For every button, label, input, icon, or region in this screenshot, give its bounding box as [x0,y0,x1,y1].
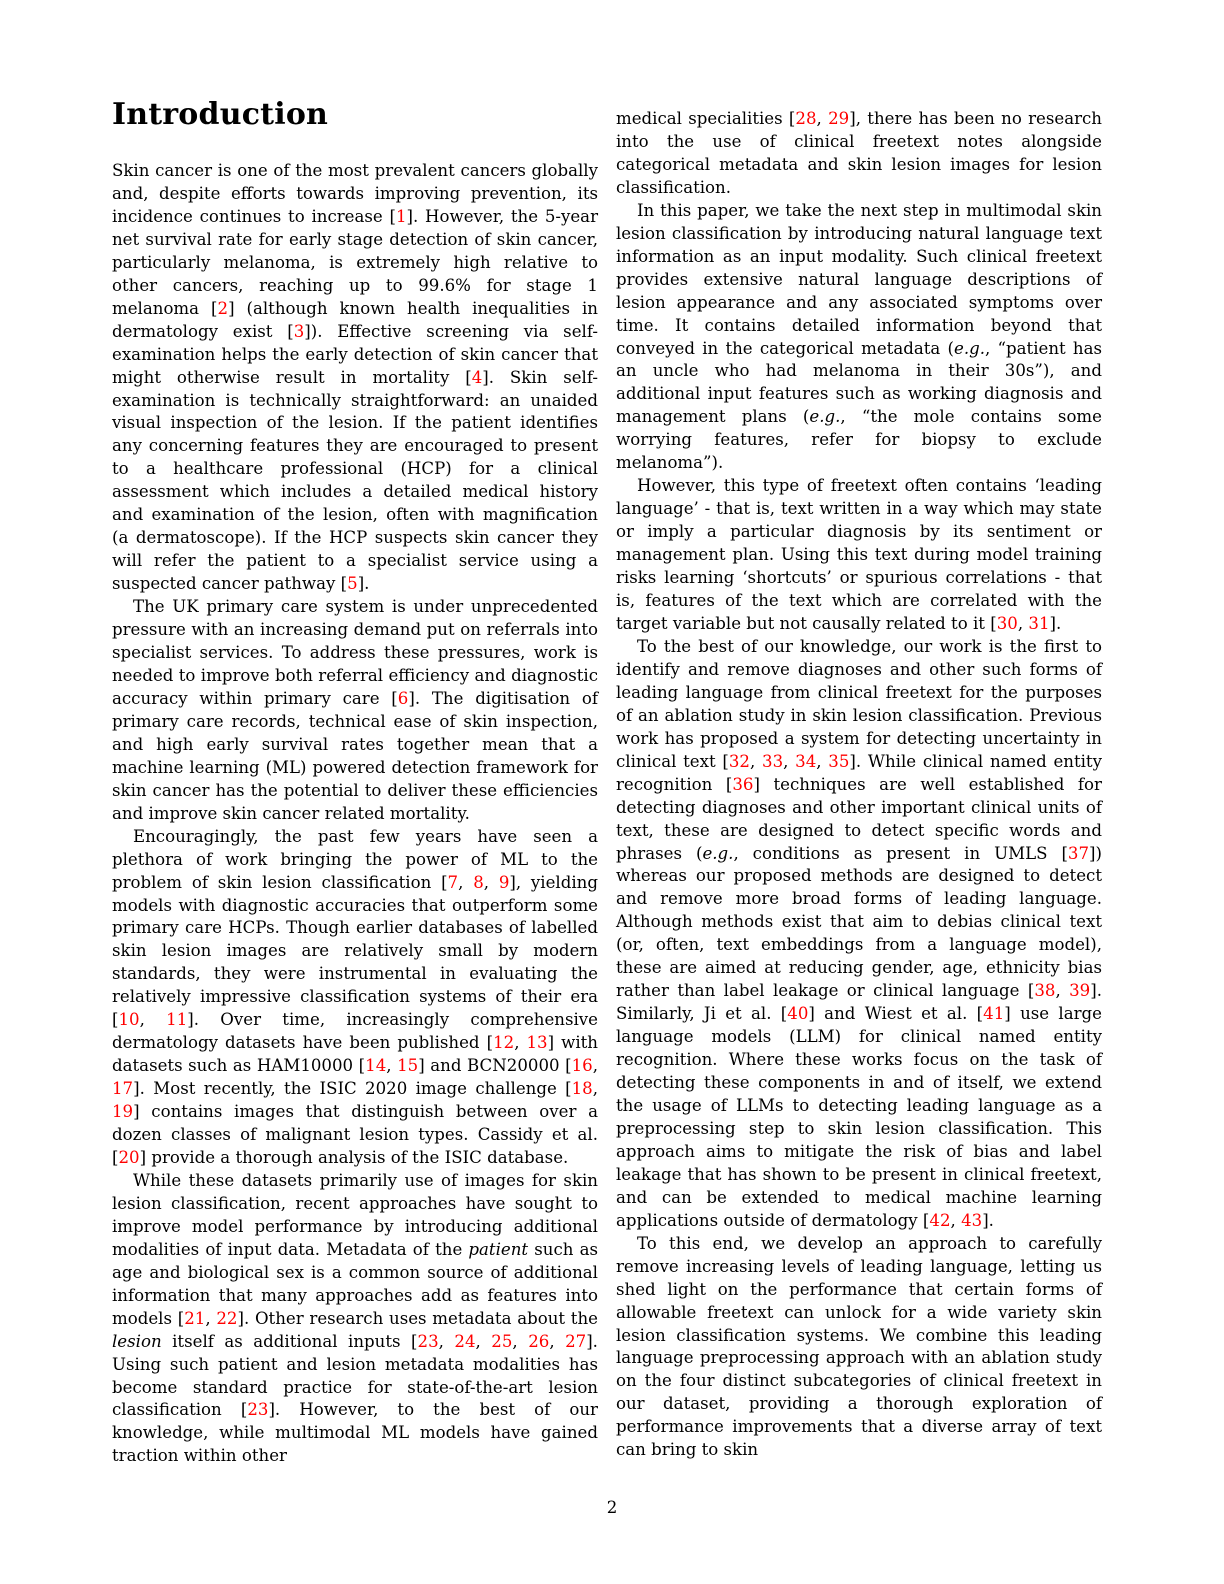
citation-link[interactable]: 12 [493,1033,515,1053]
citation-link[interactable]: 11 [166,1010,188,1030]
citation-link[interactable]: 20 [118,1147,140,1167]
paragraph: In this paper, we take the next step in multimodal skin lesion classification by introducing natural language text information as an input modality. Such clinical freetext provides extensive natural language descriptions of lesion appearance and any associated symptoms over time. It contains detailed information beyond that conveyed in the categorical metadata (e.g., “patient has an uncle who had melanoma in their 30s”), and additional input features such as working diagnosis and management plans (e.g., “the mole contains some worrying features, refer for biopsy to exclude melanoma”). [616,200,1103,473]
citation-link[interactable]: 33 [762,751,784,771]
two-column-body [112,108,1102,1478]
citation-link[interactable]: 5 [347,574,358,594]
citation-link[interactable]: 22 [216,1308,238,1328]
emphasis-text: e.g. [702,843,734,863]
citation-link[interactable]: 42 [929,1210,951,1230]
citation-link[interactable]: 23 [247,1400,269,1420]
citation-link[interactable]: 28 [795,109,817,128]
citation-link[interactable]: 38 [1034,981,1056,1001]
citation-link[interactable]: 17 [112,1079,134,1099]
citation-link[interactable]: 25 [491,1331,513,1351]
citation-link[interactable]: 26 [528,1331,550,1351]
citation-link[interactable]: 40 [787,1004,809,1024]
citation-link[interactable]: 39 [1069,981,1091,1001]
citation-link[interactable]: 1 [395,206,407,226]
paragraph: However, this type of freetext often contains ‘leading language’ - that is, text written in a way which may state or imply a particular diagnosis by its sentiment or management plan. Using this text during model training risks learning ‘shortcuts’ or spurious correlations - that is, features of the text which are correlated with the target variable but not causally related to it [30, 31]. [616,476,1102,633]
citation-link[interactable]: 15 [397,1056,419,1076]
citation-link[interactable]: 32 [728,751,750,771]
page-title: Introduction [112,97,329,132]
citation-link[interactable]: 37 [1067,843,1090,863]
citation-link[interactable]: 41 [983,1004,1005,1024]
citation-link[interactable]: 13 [526,1033,548,1053]
page-number: 2 [606,1498,618,1517]
emphasis-text: lesion [112,1331,162,1351]
citation-link[interactable]: 34 [795,751,817,771]
paragraph: Skin cancer is one of the most prevalent cancers globally and, despite efforts towards improving prevention, its incidence continues to increase [1]. However, the 5-year net survival rate for early stage detection of skin cancer, particularly melanoma, is extremely high relative to other cancers, reaching up to 99.6% for stage 1 melanoma [2] (although known health inequalities in dermatology exist [3]). Effective screening via self-examination helps the early detection of skin cancer that might otherwise result in mortality [4]. Skin self-examination is technically straightforward: an unaided visual inspection of the lesion. If the patient identifies any concerning features they are encouraged to present to a healthcare professional (HCP) for a clinical assessment which includes a detailed medical history and examination of the lesion, often with magnification (a dermatoscope). If the HCP suspects skin cancer they will refer the patient to a specialist service using a suspected cancer pathway [5]. [112,161,598,594]
column-left-content [112,108,598,1468]
citation-link[interactable]: 7 [447,872,459,892]
citation-link[interactable]: 3 [293,321,305,341]
citation-link[interactable]: 2 [217,298,229,318]
citation-link[interactable]: 10 [118,1010,140,1030]
paragraph: While these datasets primarily use of images for skin lesion classification, recent approaches have sought to improve model performance by introducing additional modalities of input data. Metadata of the patient such as age and biological sex is a common source of additional information that many approaches add as features into models [21, 22]. Other research uses metadata about the lesion itself as additional inputs [23, 24, 25, 26, 27]. Using such patient and lesion metadata modalities has become standard practice for state-of-the-art lesion classification [23]. However, to the best of our knowledge, while multimodal ML models have gained traction within other [112,1170,598,1466]
citation-link[interactable]: 8 [473,872,484,892]
paragraph: Encouragingly, the past few years have seen a plethora of work bringing the power of ML to the problem of skin lesion classification [7, 8, 9], yielding models with diagnostic accuracies that outperform some primary care HCPs. Though earlier databases of labelled skin lesion images are relatively small by modern standards, they were instrumental in evaluating the relatively impressive classification systems of their era [10, 11]. Over time, increasingly comprehensive dermatology datasets have been published [12, 13] with datasets such as HAM10000 [14, 15] and BCN20000 [16, 17]. Most recently, the ISIC 2020 image challenge [18, 19] contains images that distinguish between over a dozen classes of malignant lesion types. Cassidy et al. [20] provide a thorough analysis of the ISIC database. [112,826,598,1167]
citation-link[interactable]: 24 [454,1331,476,1351]
citation-link[interactable]: 16 [571,1056,593,1076]
paragraph: The UK primary care system is under unprecedented pressure with an increasing demand put on referrals into specialist services. To address these pressures, work is needed to improve both referral efficiency and diagnostic accuracy within primary care [6]. The digitisation of primary care records, technical ease of skin inspection, and high early survival rates together mean that a machine learning (ML) powered detection framework for skin cancer has the potential to deliver these efficiencies and improve skin cancer related mortality. [112,597,598,823]
citation-link[interactable]: 43 [961,1210,983,1230]
emphasis-text: patient [468,1239,529,1259]
citation-link[interactable]: 18 [571,1079,593,1099]
citation-link[interactable]: 31 [1028,613,1050,633]
citation-link[interactable]: 6 [397,688,409,708]
column-left [112,108,598,1478]
citation-link[interactable]: 21 [184,1308,206,1328]
citation-link[interactable]: 27 [565,1331,587,1351]
column-right-content [616,108,1102,1462]
paragraph: To the best of our knowledge, our work is the first to identify and remove diagnoses and other such forms of leading language from clinical freetext for the purposes of an ablation study in skin lesion classification. Previous work has proposed a system for detecting uncertainty in clinical text [32, 33, 34, 35]. While clinical named entity recognition [36] techniques are well established for detecting diagnoses and other important clinical units of text, these are designed to detect specific words and phrases (e.g., conditions as present in UMLS [37]) whereas our proposed methods are designed to detect and remove more broad forms of leading language. Although methods exist that aim to debias clinical text (or, often, text embeddings from a language model), these are aimed at reducing gender, age, ethnicity bias rather than label leakage or clinical language [38, 39]. Similarly, Ji et al. [40] and Wiest et al. [41] use large language models (LLM) for clinical named entity recognition. Where these works focus on the task of detecting these components in and of itself, we extend the usage of LLMs to detecting leading language as a preprocessing step to skin lesion classification. This approach aims to mitigate the risk of bias and label leakage that has shown to be present in clinical freetext, and can be extended to medical machine learning applications outside of dermatology [42, 43]. [616,636,1103,1230]
citation-link[interactable]: 4 [471,367,483,387]
paragraph: To this end, we develop an approach to carefully remove increasing levels of leading language, letting us shed light on the performance that certain forms of allowable freetext can unlock for a wide variety skin lesion classification systems. We combine this leading language preprocessing approach with an ablation study on the four distinct subcategories of clinical freetext in our dataset, providing a thorough exploration of performance improvements that a diverse array of text can bring to skin [616,1233,1102,1460]
citation-link[interactable]: 19 [112,1102,134,1122]
citation-link[interactable]: 36 [732,774,754,794]
emphasis-text: e.g. [954,338,986,358]
citation-link[interactable]: 29 [828,109,850,128]
citation-link[interactable]: 9 [498,872,510,892]
citation-link[interactable]: 35 [828,751,850,771]
citation-link[interactable]: 23 [417,1331,439,1351]
citation-link[interactable]: 30 [996,613,1018,633]
emphasis-text: e.g. [809,407,841,427]
citation-link[interactable]: 14 [365,1056,387,1076]
column-right [616,108,1102,1478]
paragraph: medical specialities [28, 29], there has been no research into the use of clinical freetext notes alongside categorical metadata and skin lesion images for lesion classification. [616,109,1102,197]
